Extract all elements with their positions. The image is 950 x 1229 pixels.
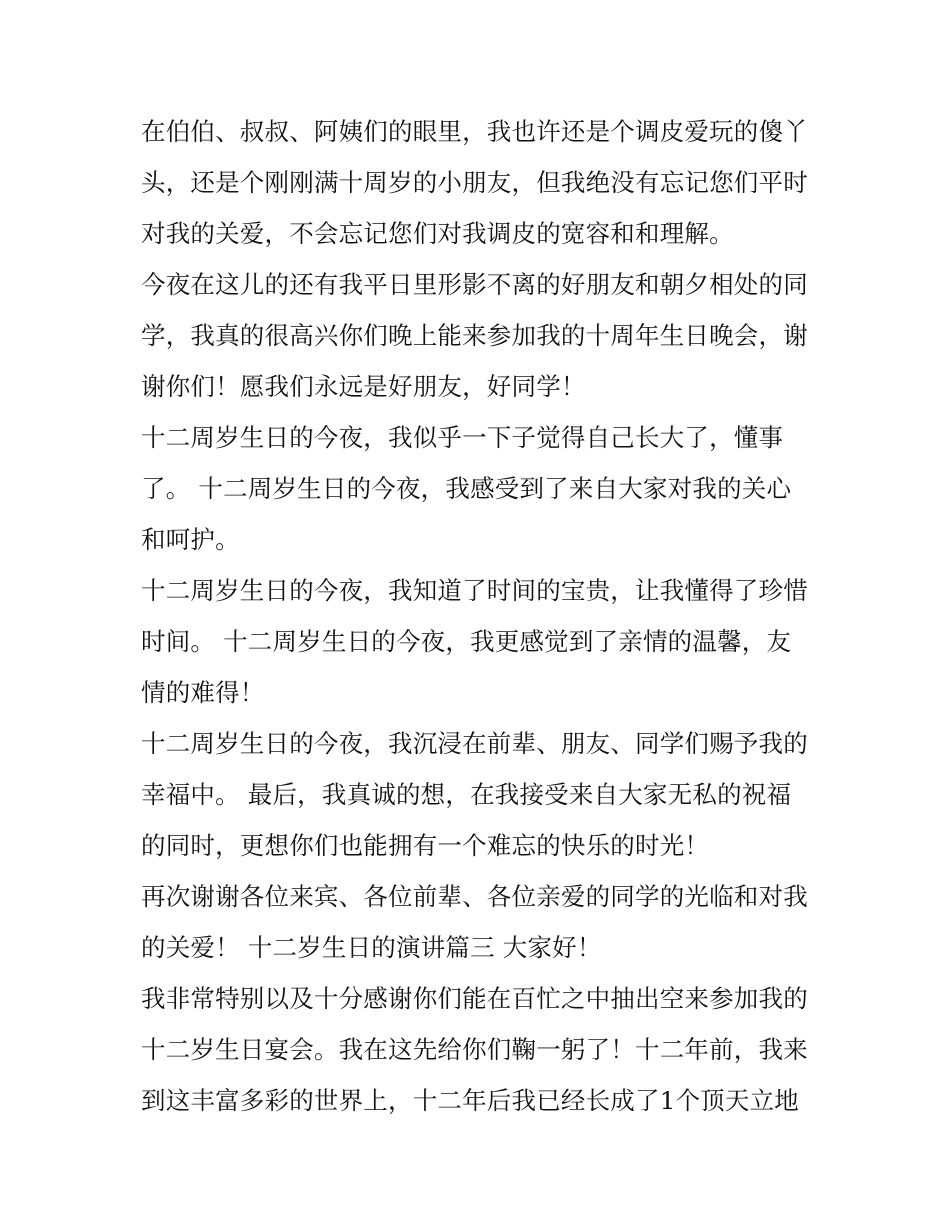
text-line: 在伯伯、叔叔、阿姨们的眼里，我也许还是个调皮爱玩的傻丫 xyxy=(141,117,808,146)
text-line: 和呵护。 xyxy=(141,525,240,554)
text-line: 的关爱！ 十二岁生日的演讲篇三 大家好！ xyxy=(141,933,602,962)
document-body xyxy=(141,106,831,1126)
text-line: 学，我真的很高兴你们晚上能来参加我的十周年生日晚会，谢 xyxy=(141,321,808,350)
text-line: 我非常特别以及十分感谢你们能在百忙之中抽出空来参加我的 xyxy=(141,984,808,1013)
text-line: 十二岁生日宴会。我在这先给你们鞠一躬了！十二年前，我来 xyxy=(141,1035,808,1064)
text-line: 对我的关爱，不会忘记您们对我调皮的宽容和和理解。 xyxy=(141,219,734,248)
text-line: 谢你们！愿我们永远是好朋友，好同学！ xyxy=(141,372,586,401)
text-line: 十二周岁生日的今夜，我沉浸在前辈、朋友、同学们赐予我的 xyxy=(141,729,808,758)
text-line: 时间。 十二周岁生日的今夜，我更感觉到了亲情的温馨，友 xyxy=(141,627,792,656)
text-line: 幸福中。 最后，我真诚的想，在我接受来自大家无私的祝福 xyxy=(141,780,792,809)
text-line: 情的难得！ xyxy=(141,678,265,707)
text-line: 十二周岁生日的今夜，我似乎一下子觉得自己长大了，懂事 xyxy=(141,423,784,452)
text-line: 再次谢谢各位来宾、各位前辈、各位亲爱的同学的光临和对我 xyxy=(141,882,808,911)
text-line: 到这丰富多彩的世界上，十二年后我已经长成了1个顶天立地 xyxy=(141,1086,799,1115)
text-line: 的同时，更想你们也能拥有一个难忘的快乐的时光！ xyxy=(141,831,710,860)
text-line: 十二周岁生日的今夜，我知道了时间的宝贵，让我懂得了珍惜 xyxy=(141,576,808,605)
text-line: 了。 十二周岁生日的今夜，我感受到了来自大家对我的关心 xyxy=(141,474,792,503)
text-line: 今夜在这儿的还有我平日里形影不离的好朋友和朝夕相处的同 xyxy=(141,270,808,299)
text-line: 头，还是个刚刚满十周岁的小朋友，但我绝没有忘记您们平时 xyxy=(141,168,808,197)
